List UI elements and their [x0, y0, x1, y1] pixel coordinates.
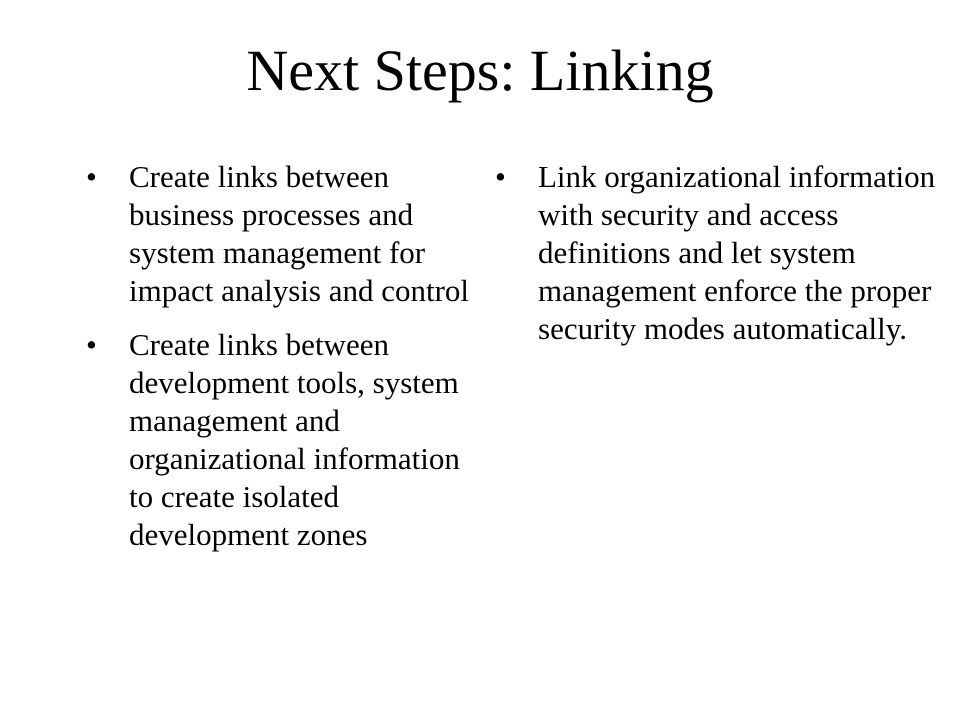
right-bullet-list	[493, 158, 948, 364]
bullet-icon: •	[86, 327, 97, 362]
bullet-icon: •	[86, 159, 97, 194]
bullet-text: Create links between development tools, system management and organizational information to create isolated development zones	[129, 327, 460, 552]
bullet-text: Create links between business processes and system management for impact analysis and control	[129, 159, 470, 308]
bullet-icon: •	[495, 159, 506, 194]
left-bullet-list	[84, 158, 474, 570]
bullet-item	[84, 158, 474, 310]
bullet-item	[84, 326, 474, 554]
bullet-text: Link organizational information with security and access definitions and let system management enforce the proper security modes automatically.	[538, 159, 936, 346]
bullet-item	[493, 158, 948, 348]
slide-title: Next Steps: Linking	[246, 38, 714, 103]
